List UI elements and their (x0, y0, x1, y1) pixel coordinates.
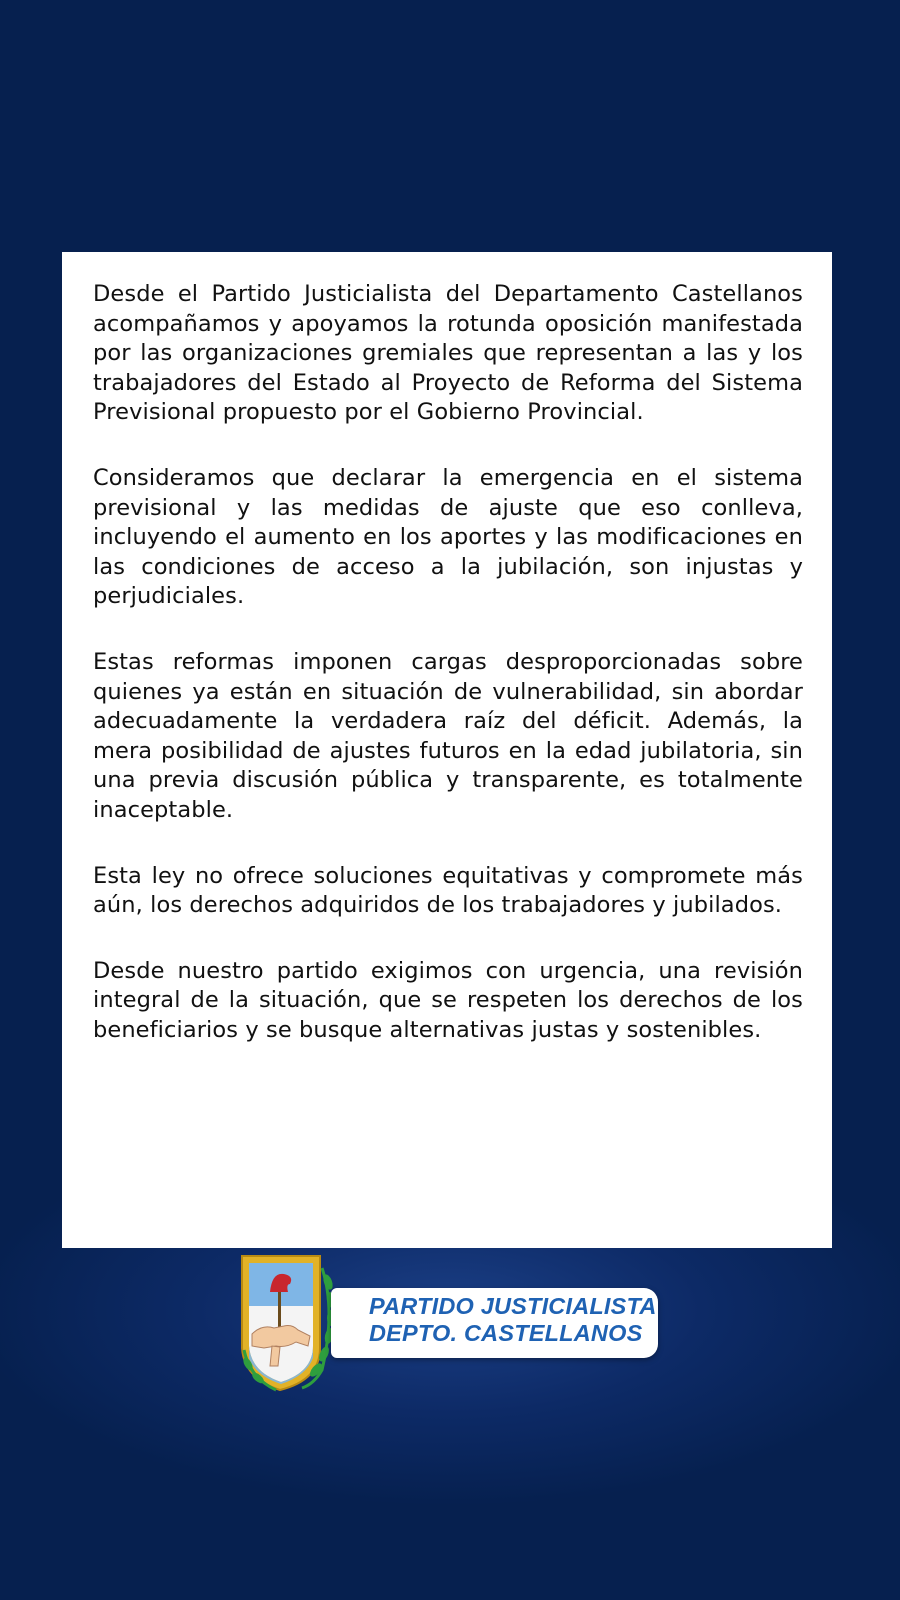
statement-paragraph: Desde el Partido Justicialista del Departamento Castellanos acompañamos y apoyamos la rotunda oposición manifestada por las organizaciones gremiales que representan a las y los trabajadores del Estado al Proyecto de Reforma del Sistema Previsional propuesto por el Gobierno Provincial. (93, 281, 803, 426)
statement-paragraph: Estas reformas imponen cargas desproporcionadas sobre quienes ya están en situación de vulnerabilidad, sin abordar adecuadamente la verdadera raíz del déficit. Además, la mera posibilidad de ajustes futuros en la edad jubilatoria, sin una previa discusión pública y transparente, es totalmente inaceptable. (93, 648, 803, 823)
party-name-plate (331, 1288, 658, 1358)
party-name-line2: DEPTO. CASTELLANOS (369, 1320, 643, 1346)
peronist-shield-emblem-icon (236, 1250, 336, 1395)
statement-paragraph: Esta ley no ofrece soluciones equitativas y compromete más aún, los derechos adquiridos de los trabajadores y jubilados. (93, 862, 803, 919)
statement-paragraph: Consideramos que declarar la emergencia en el sistema previsional y las medidas de ajuste que eso conlleva, incluyendo el aumento en los aportes y las modificaciones en las condiciones de acceso a la jubilación, son injustas y perjudiciales. (93, 464, 803, 610)
party-name-line1: PARTIDO JUSTICIALISTA (369, 1293, 657, 1319)
statement-paragraph: Desde nuestro partido exigimos con urgencia, una revisión integral de la situación, que se respeten los derechos de los beneficiarios y se busque alternativas justas y sostenibles. (93, 957, 803, 1043)
party-logo (236, 1250, 661, 1395)
statement-card (62, 252, 832, 1248)
